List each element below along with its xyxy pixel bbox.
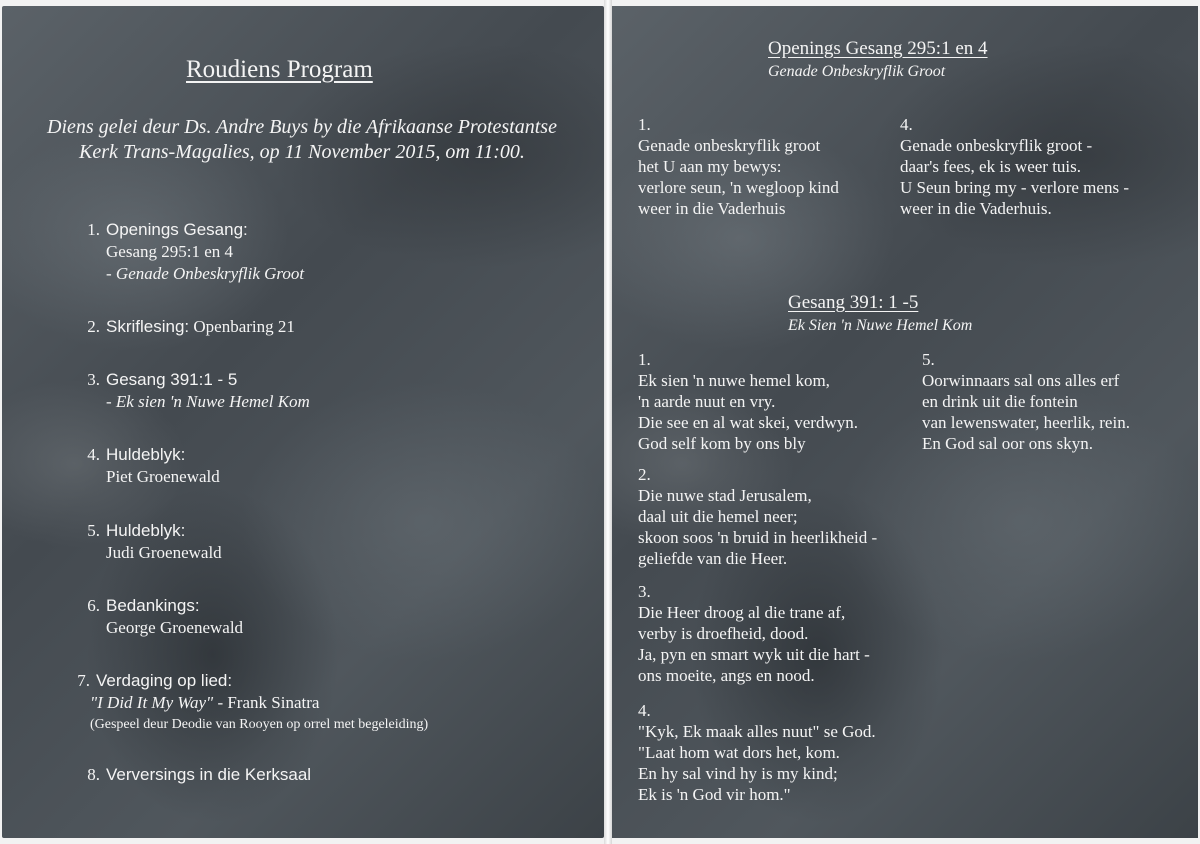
item-heading: Skriflesing: <box>106 317 190 336</box>
song2-verse-2: 2. Die nuwe stad Jerusalem, daal uit die hemel neer; skoon soos 'n bruid in heerlikheid - geliefde van die Heer. <box>638 465 878 568</box>
item-number: 1. <box>87 220 100 239</box>
program-item-3 <box>70 369 310 413</box>
song1-verse-1: 1. Genade onbeskryflik groot het U aan my bewys: verlore seun, 'n wegloop kind weer in die Vaderhuis <box>638 115 839 218</box>
item-number: 5. <box>87 521 100 540</box>
item-number: 7. <box>77 671 90 690</box>
item-detail-italic: - Ek sien 'n Nuwe Hemel Kom <box>106 392 310 411</box>
item-detail: Openbaring 21 <box>189 317 295 336</box>
item-detail: George Groenewald <box>106 618 244 637</box>
item-heading: Bedankings: <box>106 596 200 615</box>
program-item-2 <box>70 316 295 338</box>
left-page <box>2 6 604 838</box>
program-item-5 <box>70 520 222 564</box>
song-artist: - Frank Sinatra <box>213 693 320 712</box>
item-heading: Verdaging op lied: <box>96 671 233 690</box>
item-detail: Judi Groenewald <box>106 543 222 562</box>
item-note: (Gespeel deur Deodie van Rooyen op orrel met begeleiding) <box>90 717 429 732</box>
program-item-1 <box>70 219 304 285</box>
item-number: 2. <box>87 317 100 336</box>
item-heading: Huldeblyk: <box>106 445 186 464</box>
song1-subtitle: Genade Onbeskryflik Groot <box>768 63 946 80</box>
item-heading: Huldeblyk: <box>106 521 186 540</box>
program-item-8 <box>70 764 311 786</box>
item-heading: Verversings in die Kerksaal <box>106 765 312 784</box>
item-number: 8. <box>87 765 100 784</box>
song-quote: "I Did It My Way" <box>90 693 214 712</box>
song1-title: Openings Gesang 295:1 en 4 <box>768 38 988 59</box>
song2-verse-5: 5. Oorwinnaars sal ons alles erf en drink uit die fontein van lewenswater, heerlik, rein. En God sal oor ons skyn. <box>922 350 1130 453</box>
item-detail: Gesang 295:1 en 4 <box>106 242 234 261</box>
right-page <box>612 6 1198 838</box>
item-number: 3. <box>87 370 100 389</box>
program-item-4 <box>70 444 220 488</box>
song2-verse-1: 1. Ek sien 'n nuwe hemel kom, 'n aarde nuut en vry. Die see en al wat skei, verdwyn. God self kom by ons bly <box>638 350 858 453</box>
item-heading: Openings Gesang: <box>106 220 248 239</box>
song2-subtitle: Ek Sien 'n Nuwe Hemel Kom <box>788 317 973 334</box>
item-detail: Piet Groenewald <box>106 467 220 486</box>
item-number: 6. <box>87 596 100 615</box>
service-intro: Diens gelei deur Ds. Andre Buys by die Afrikaanse Protestantse Kerk Trans-Magalies, op 11 November 2015, om 11:00. <box>47 116 557 163</box>
page-fold <box>604 0 612 844</box>
song1-verse-4: 4. Genade onbeskryflik groot - daar's fees, ek is weer tuis. U Seun bring my - verlore mens - weer in die Vaderhuis. <box>900 115 1129 218</box>
song2-verse-3: 3. Die Heer droog al die trane af, verby is droefheid, dood. Ja, pyn en smart wyk uit die hart - ons moeite, angs en nood. <box>638 582 870 685</box>
program-item-7 <box>60 670 428 736</box>
item-heading: Gesang 391:1 - 5 <box>106 370 238 389</box>
song2-verse-4: 4. "Kyk, Ek maak alles nuut" se God. "Laat hom wat dors het, kom. En hy sal vind hy is my kind; Ek is 'n God vir hom." <box>638 701 876 804</box>
item-number: 4. <box>87 445 100 464</box>
item-detail-italic: - Genade Onbeskryflik Groot <box>106 264 305 283</box>
program-item-6 <box>70 595 243 639</box>
song2-title: Gesang 391: 1 -5 <box>788 292 919 313</box>
program-title: Roudiens Program <box>186 56 373 83</box>
